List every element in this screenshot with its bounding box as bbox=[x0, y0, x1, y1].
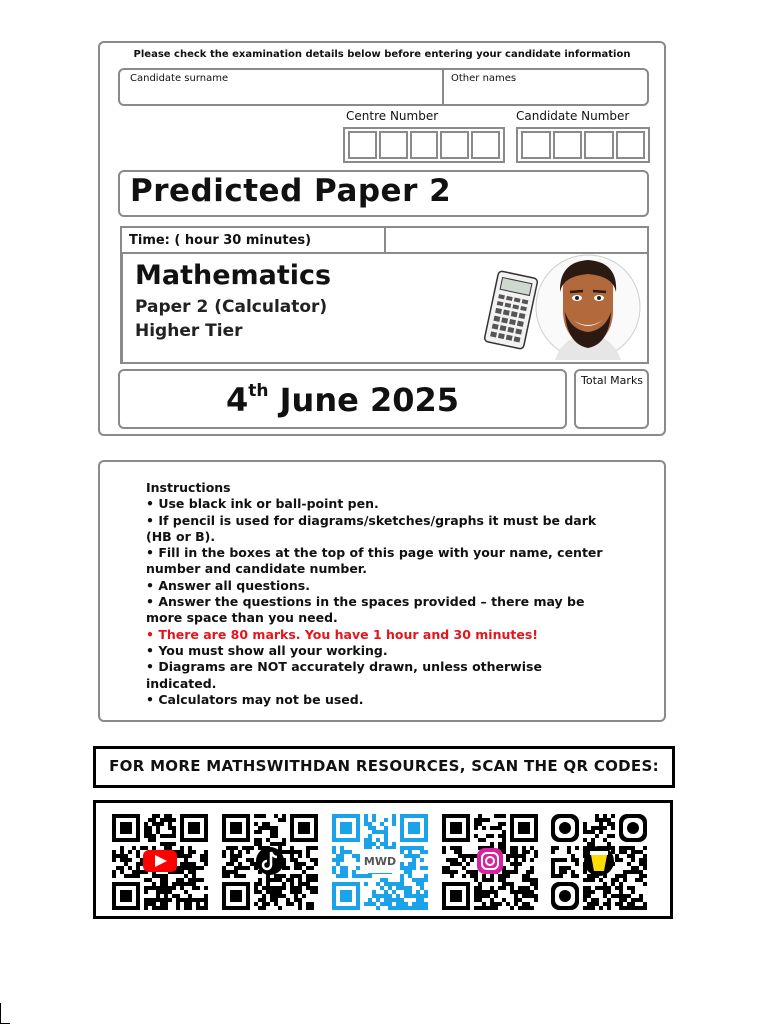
instruction-item: • Use black ink or ball-point pen. bbox=[146, 496, 379, 512]
tiktok-icon bbox=[256, 847, 284, 875]
instruction-item: • Diagrams are NOT accurately drawn, unless otherwise indicated. bbox=[146, 659, 542, 691]
candidate-digit-box bbox=[616, 131, 646, 159]
resources-banner bbox=[93, 746, 675, 788]
other-names-label: Other names bbox=[451, 73, 517, 84]
centre-number-label: Centre Number bbox=[346, 109, 439, 123]
calculator-icon bbox=[481, 270, 541, 350]
instagram-icon bbox=[477, 848, 503, 874]
instructions-card bbox=[98, 460, 666, 722]
instagram-qr-code[interactable] bbox=[440, 813, 540, 910]
instructions-heading: Instructions bbox=[146, 480, 231, 495]
candidate-digit-box bbox=[584, 131, 614, 159]
centre-digit-box bbox=[440, 131, 469, 159]
candidate-number-label: Candidate Number bbox=[516, 109, 630, 123]
subject-title: Mathematics bbox=[135, 260, 332, 291]
total-marks-label: Total Marks bbox=[581, 374, 644, 387]
time-divider bbox=[384, 228, 386, 252]
instruction-item: • Calculators may not be used. bbox=[146, 691, 364, 707]
tiktok-qr-code[interactable] bbox=[220, 813, 320, 910]
time-allowed: Time: ( hour 30 minutes) bbox=[129, 233, 312, 248]
total-marks-box bbox=[574, 369, 649, 429]
buymeacoffee-qr-code[interactable] bbox=[549, 813, 649, 910]
instruction-item: • Answer the questions in the spaces provided – there may be more space than you need. bbox=[146, 594, 585, 626]
name-divider bbox=[442, 70, 444, 104]
exam-date-suffix: th bbox=[248, 381, 269, 401]
svg-text:MWD: MWD bbox=[363, 855, 397, 868]
paper-number: Paper 2 (Calculator) bbox=[135, 297, 328, 317]
candidate-name-fields bbox=[118, 68, 649, 106]
crop-mark bbox=[0, 1003, 10, 1024]
instruction-item: • You must show all your working. bbox=[146, 642, 388, 658]
instruction-item-warning: • There are 80 marks. You have 1 hour and 30 minutes! bbox=[146, 626, 538, 642]
resources-banner-text: FOR MORE MATHSWITHDAN RESOURCES, SCAN THE QR CODES: bbox=[109, 757, 659, 775]
candidate-number-boxes bbox=[516, 127, 650, 163]
tier: Higher Tier bbox=[135, 321, 243, 341]
centre-digit-box bbox=[348, 131, 377, 159]
paper-title-box bbox=[118, 170, 649, 217]
exam-date-box bbox=[118, 369, 567, 429]
time-row bbox=[120, 226, 649, 254]
avatar bbox=[533, 254, 643, 360]
instruction-item: • Fill in the boxes at the top of this page with your name, center number and candidate number. bbox=[146, 545, 603, 577]
centre-digit-box bbox=[379, 131, 408, 159]
surname-label: Candidate surname bbox=[130, 73, 229, 84]
youtube-qr-code[interactable] bbox=[110, 813, 210, 910]
exam-date bbox=[120, 381, 565, 419]
candidate-digit-box bbox=[521, 131, 551, 159]
mathswithdan-logo bbox=[360, 849, 400, 873]
candidate-digit-box bbox=[553, 131, 583, 159]
check-notice: Please check the examination details below before entering your candidate information bbox=[133, 49, 631, 60]
paper-title: Predicted Paper 2 bbox=[130, 173, 452, 209]
centre-digit-box bbox=[410, 131, 439, 159]
qr-code-strip bbox=[93, 800, 673, 919]
youtube-icon bbox=[143, 850, 177, 872]
instructions-list bbox=[146, 480, 616, 708]
centre-digit-box bbox=[471, 131, 500, 159]
exam-date-rest: June 2025 bbox=[268, 381, 459, 419]
mathswithdan-qr-code[interactable] bbox=[330, 813, 430, 910]
instruction-item: • Answer all questions. bbox=[146, 577, 310, 593]
exam-cover-card bbox=[98, 41, 666, 436]
exam-date-day: 4 bbox=[225, 381, 249, 419]
instruction-item: • If pencil is used for diagrams/sketches/graphs it must be dark (HB or B). bbox=[146, 512, 597, 544]
subject-box bbox=[120, 252, 649, 364]
centre-number-boxes bbox=[343, 127, 505, 163]
buymeacoffee-icon bbox=[584, 846, 614, 876]
